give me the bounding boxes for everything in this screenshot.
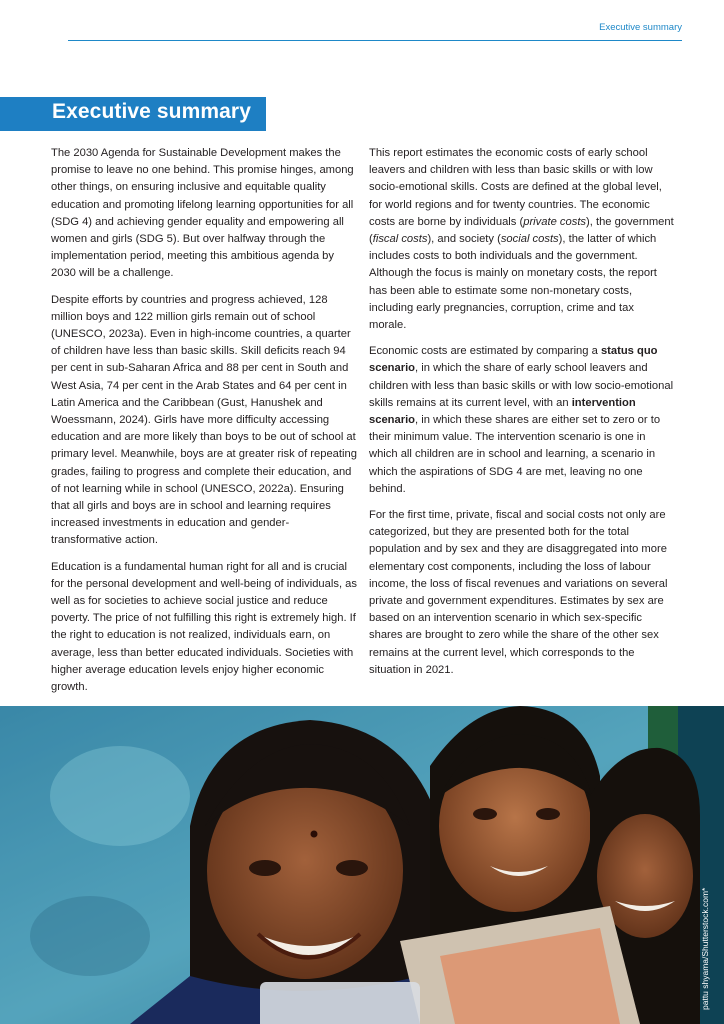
photo-credit: pattu shyama/Shutterstock.com* (700, 887, 710, 1010)
text-run: Economic costs are estimated by comparing a (369, 345, 601, 358)
paragraph-right-to-education: Education is a fundamental human right for all and is crucial for the personal development and well-being of individuals, as well as for societies to achieve social justice and reduce poverty. The price of not fulfilling this right is extremely high. If the right to education is not realized, individuals earn, on average, less than better educated individuals. Societies with higher average education levels enjoy higher economic growth. (51, 560, 357, 694)
photo-smiling-children (0, 706, 724, 1024)
running-header-title: Executive summary (599, 22, 682, 33)
page-title: Executive summary (52, 100, 251, 123)
paragraph-scenarios (369, 343, 674, 498)
children-photo-illustration (0, 706, 724, 1024)
text-run: , in which the share of early school leavers and children with less than basic skills or with low socio-emotional skills remains at its current level, with an (369, 362, 674, 409)
text-run: ), the latter of which includes costs to both individuals and the government. Although the focus is mainly on monetary costs, the report has been able to estimate some non-monetary costs, including early pregnancies, corruption, crime and tax morale. (369, 233, 657, 332)
term-social-costs: social costs (500, 233, 559, 246)
paragraph-out-of-school: Despite efforts by countries and progress achieved, 128 million boys and 122 million girls remain out of school (UNESCO, 2023a). Even in high-income countries, a quarter of children have less than basic skills. Skill deficits reach 94 per cent in sub-Saharan Africa and 88 per cent in South and West Asia, 74 per cent in the Arab States and 64 per cent in Latin America and the Caribbean (Gust, Hanushek and Woessmann, 2024). Girls have more difficulty accessing education and are more likely than boys to be out of school at primary level. Meanwhile, boys are at greater risk of repeating grades, failing to progress and complete their education, and of not learning while in school (UNESCO, 2022a). Ensuring that all girls and boys are in school and learning requires increased investments in education and gender-transformative action. (51, 293, 357, 547)
paragraph-first-time: For the first time, private, fiscal and social costs not only are categorized, but they are presented both for the total population and by sex and they are disaggregated into more elementary cost components, including the loss of labour income, the loss of fiscal revenues and variations on several private and government expenditures. Estimates by sex are based on an intervention scenario in which sex-specific shares are brought to zero while the share of the other sex remains at the current level, which corresponds to the situation in 2021. (369, 509, 668, 676)
text-run: ), and society ( (427, 233, 501, 246)
right-column (369, 145, 674, 688)
term-fiscal-costs: fiscal costs (372, 233, 428, 246)
paragraph-report-scope (369, 145, 674, 334)
text-run: ), the government ( (369, 215, 674, 246)
left-column (51, 145, 357, 705)
term-private-costs: private costs (523, 215, 587, 228)
paragraph-agenda-2030: The 2030 Agenda for Sustainable Development makes the promise to leave no one behind. This promise hinges, among other things, on ensuring inclusive and equitable quality education and promoting lifelong learning opportunities for all (SDG 4) and achieving gender equality and empowering all women and girls (SDG 5). But over halfway through the implementation period, meeting this ambitious agenda by 2030 will be a challenge. (51, 147, 354, 280)
term-intervention-scenario: intervention scenario (369, 396, 636, 427)
term-status-quo-scenario: status quo scenario (369, 345, 658, 375)
header-rule (68, 40, 682, 41)
text-run: This report estimates the economic costs of early school leavers and children with less than basic skills or with low socio-emotional skills. Costs are defined at the global level, for world regions and for twenty countries. The economic costs are borne by individuals ( (369, 147, 662, 228)
text-run: , in which these shares are either set to zero or to their minimum value. The intervention scenario is one in which all children are in school and learning, a scenario in which the aspirations of SDG 4 are met, leaving no one behind. (369, 414, 661, 495)
